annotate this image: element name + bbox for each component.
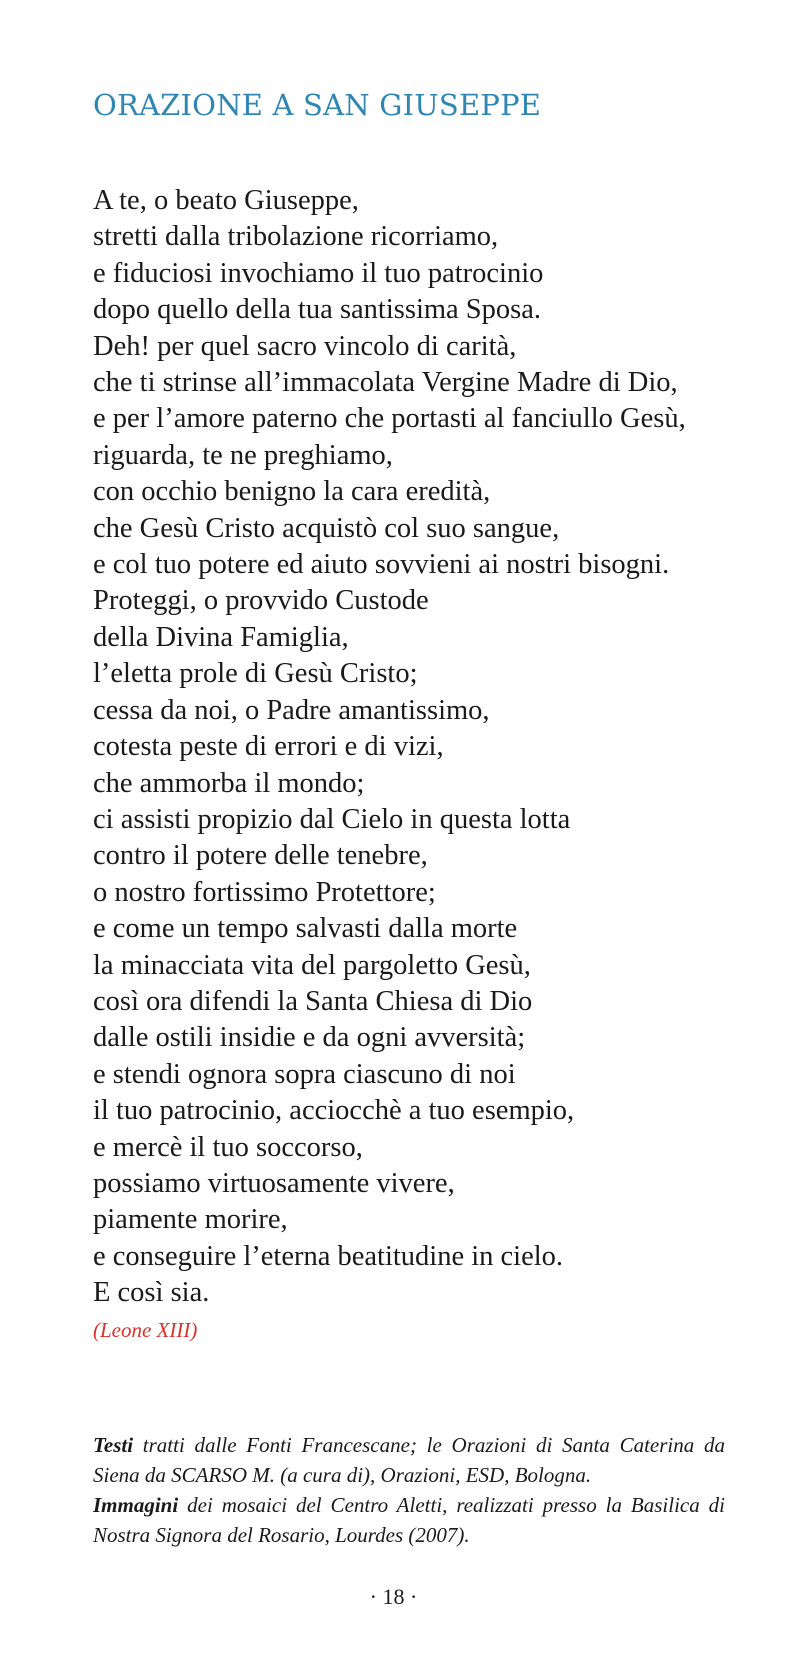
prayer-line: cotesta peste di errori e di vizi,: [93, 731, 444, 763]
credits-texts-body: tratti dalle Fonti Francescane; le Orazioni di Santa Caterina da Siena da SCARSO M. (a cura di), Orazioni, ESD, Bologna.: [93, 1433, 725, 1487]
prayer-line: il tuo patrocinio, acciocchè a tuo esempio,: [93, 1095, 575, 1127]
page-number: · 18 ·: [369, 1584, 418, 1609]
prayer-line: cessa da noi, o Padre amantissimo,: [93, 694, 490, 726]
prayer-line: ci assisti propizio dal Cielo in questa lotta: [93, 803, 571, 835]
prayer-line: e col tuo potere ed aiuto sovvieni ai nostri bisogni.: [93, 549, 670, 581]
prayer-line: piamente morire,: [93, 1204, 288, 1236]
prayer-line: A te, o beato Giuseppe,: [93, 185, 359, 216]
prayer-line: Proteggi, o provvido Custode: [93, 585, 429, 617]
prayer-line: possiamo virtuosamente vivere,: [93, 1167, 455, 1199]
credits-note: [93, 1430, 725, 1550]
credits-images: [93, 1490, 725, 1550]
prayer-line: della Divina Famiglia,: [93, 621, 349, 653]
prayer-line: E così sia.: [93, 1277, 210, 1309]
prayer-text: [93, 183, 753, 1312]
prayer-line: l’eletta prole di Gesù Cristo;: [93, 658, 418, 690]
prayer-line: che ti strinse all’immacolata Vergine Madre di Dio,: [93, 367, 678, 399]
prayer-line: la minacciata vita del pargoletto Gesù,: [93, 949, 531, 981]
credits-images-label: Immagini: [93, 1493, 179, 1517]
page-title: ORAZIONE A SAN GIUSEPPE: [93, 88, 542, 122]
prayer-line: e conseguire l’eterna beatitudine in cielo.: [93, 1240, 564, 1272]
attribution: (Leone XIII): [93, 1318, 198, 1342]
prayer-line: e mercè il tuo soccorso,: [93, 1131, 363, 1163]
prayer-line: che ammorba il mondo;: [93, 767, 365, 799]
prayer-line: riguarda, te ne preghiamo,: [93, 439, 393, 471]
prayer-line: così ora difendi la Santa Chiesa di Dio: [93, 985, 533, 1017]
prayer-line: dalle ostili insidie e da ogni avversità;: [93, 1022, 526, 1054]
prayer-line: e fiduciosi invochiamo il tuo patrocinio: [93, 257, 544, 289]
prayer-line: con occhio benigno la cara eredità,: [93, 476, 491, 508]
credits-texts-label: Testi: [93, 1433, 134, 1457]
prayer-line: dopo quello della tua santissima Sposa.: [93, 294, 542, 326]
prayer-line: e stendi ognora sopra ciascuno di noi: [93, 1058, 516, 1090]
prayer-line: che Gesù Cristo acquistò col suo sangue,: [93, 512, 560, 544]
prayer-line: e per l’amore paterno che portasti al fanciullo Gesù,: [93, 403, 686, 435]
prayer-line: e come un tempo salvasti dalla morte: [93, 913, 518, 945]
prayer-line: Deh! per quel sacro vincolo di carità,: [93, 330, 517, 362]
prayer-line: o nostro fortissimo Protettore;: [93, 876, 436, 908]
prayer-line: stretti dalla tribolazione ricorriamo,: [93, 221, 499, 253]
prayer-line: contro il potere delle tenebre,: [93, 840, 428, 872]
credits-images-body: dei mosaici del Centro Aletti, realizzati presso la Basilica di Nostra Signora del Rosario, Lourdes (2007).: [93, 1493, 725, 1547]
credits-texts: [93, 1430, 725, 1490]
